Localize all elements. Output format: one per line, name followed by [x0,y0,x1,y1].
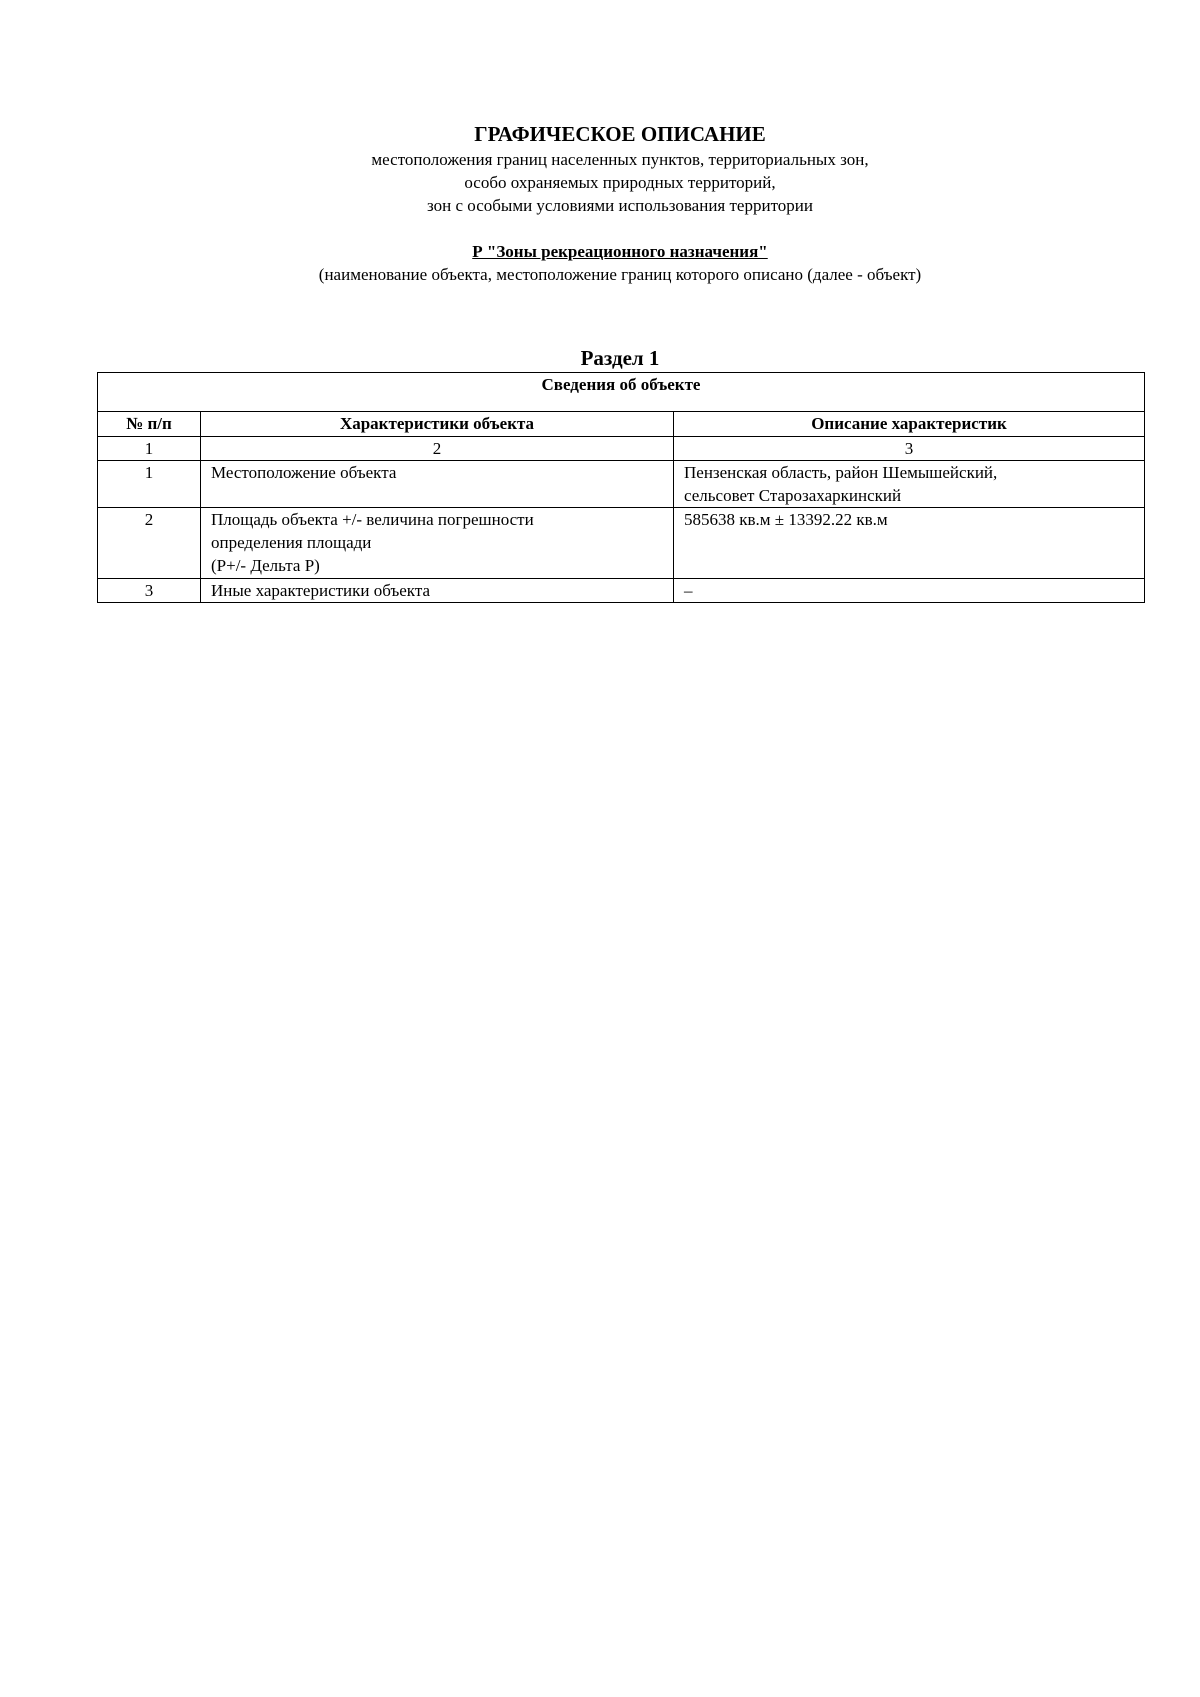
document-header [0,120,1200,217]
table-caption: Сведения об объекте [98,373,1145,412]
subtitle-line-2: особо охраняемых природных территорий, [464,173,776,192]
column-number-1: 1 [98,437,201,461]
subtitle-line-1: местоположения границ населенных пунктов, территориальных зон, [371,150,869,169]
row-characteristic [201,508,674,579]
characteristic-line: Местоположение объекта [211,463,397,482]
table-caption-row [98,373,1145,412]
row-number: 2 [98,508,201,579]
table-header-row [98,412,1145,437]
subtitle-line-3: зон с особыми условиями использования территории [427,196,813,215]
column-header-num: № п/п [98,412,201,437]
column-numbers-row [98,437,1145,461]
column-number-2: 2 [201,437,674,461]
characteristic-line: Площадь объекта +/- величина погрешности [211,510,534,529]
characteristic-line: определения площади [211,533,372,552]
characteristic-line: Иные характеристики объекта [211,581,431,600]
column-header-characteristic: Характеристики объекта [201,412,674,437]
document-title: ГРАФИЧЕСКОЕ ОПИСАНИЕ [474,122,766,146]
object-name-caption: (наименование объекта, местоположение границ которого описано (далее - объект) [318,265,922,284]
table-row [98,579,1145,603]
object-name: Р "Зоны рекреационного назначения" [472,242,768,261]
row-description [674,461,1145,508]
table-row [98,508,1145,579]
object-name-block [0,240,1200,286]
table-row [98,461,1145,508]
description-line: сельсовет Старозахаркинский [684,486,902,505]
row-number: 1 [98,461,201,508]
description-line: 585638 кв.м ± 13392.22 кв.м [684,510,888,529]
characteristic-line: (Р+/- Дельта Р) [211,556,320,575]
row-description [674,579,1145,603]
row-characteristic [201,579,674,603]
row-characteristic [201,461,674,508]
column-header-description: Описание характеристик [674,412,1145,437]
object-info-table [97,372,1145,603]
row-description [674,508,1145,579]
section-title: Раздел 1 [580,346,660,370]
description-line: – [684,581,693,600]
description-line: Пензенская область, район Шемышейский, [684,463,998,482]
column-number-3: 3 [674,437,1145,461]
row-number: 3 [98,579,201,603]
